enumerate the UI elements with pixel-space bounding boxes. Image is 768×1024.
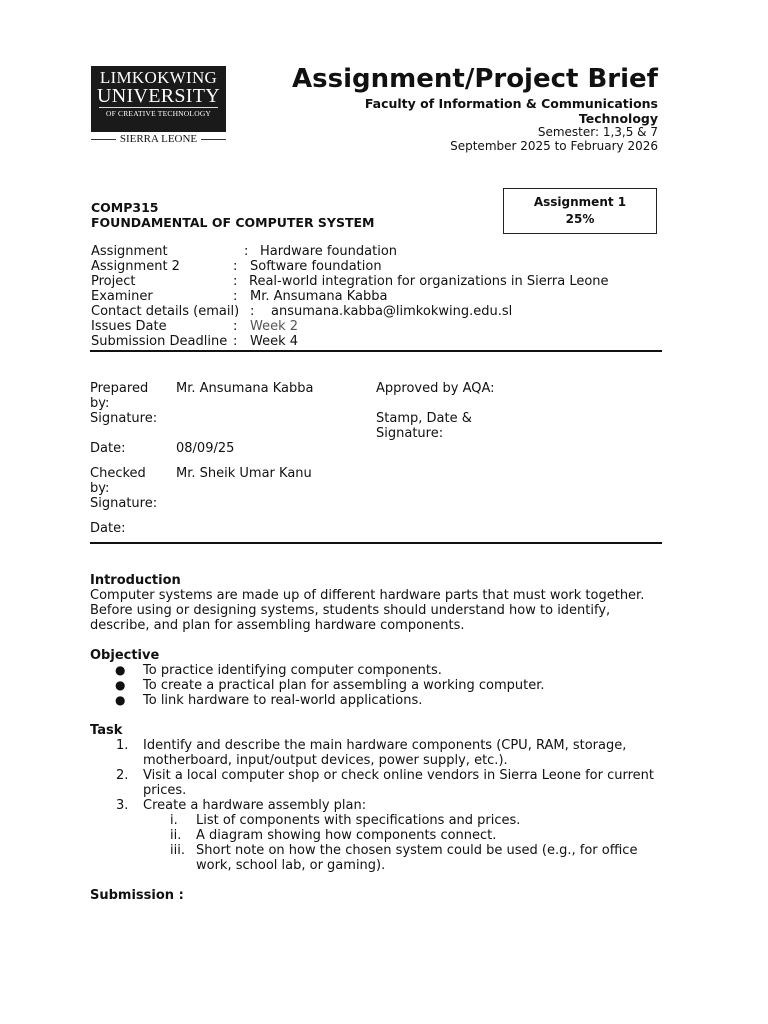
objective-text: To create a practical plan for assembling a working computer.: [143, 678, 545, 693]
task-number: 2.: [116, 768, 129, 783]
prepared-name: Mr. Ansumana Kabba: [176, 381, 314, 396]
list-item: [90, 693, 670, 708]
logo-subtitle: [91, 132, 226, 146]
date-value: 08/09/25: [176, 441, 235, 456]
bullet-icon: ●: [115, 678, 126, 692]
introduction-heading: Introduction: [90, 573, 181, 588]
detail-key: Assignment: [91, 244, 168, 259]
logo-sub-text: SIERRA LEONE: [119, 133, 198, 145]
logo-rule-right: [201, 139, 226, 140]
prepared-label: Prepared by:: [90, 381, 149, 411]
detail-key: Assignment 2: [91, 259, 180, 274]
detail-value: Software foundation: [250, 259, 382, 274]
divider: [90, 542, 662, 544]
logo-line-1: LIMKOKWING: [99, 68, 218, 87]
course-code: COMP315: [91, 200, 159, 215]
date-label-2: Date:: [90, 521, 126, 536]
signature-label-2: Signature:: [90, 496, 158, 511]
detail-colon: :: [233, 319, 238, 334]
detail-colon: :: [233, 289, 238, 304]
detail-colon: :: [233, 259, 238, 274]
subtask-text: List of components with specifications and prices.: [196, 813, 521, 828]
detail-value: Real-world integration for organizations in Sierra Leone: [249, 274, 609, 289]
signature-label: Signature:: [90, 411, 158, 426]
list-item: [90, 828, 670, 843]
detail-key: Issues Date: [91, 319, 167, 334]
objective-text: To practice identifying computer components.: [143, 663, 442, 678]
course-heading: [91, 200, 374, 230]
task-text: Identify and describe the main hardware components (CPU, RAM, storage, motherboard, input/output devices, power supply, etc.).: [143, 738, 627, 768]
assignment-weight-box: [503, 188, 657, 234]
semester-period: September 2025 to February 2026: [450, 139, 658, 153]
divider: [90, 350, 662, 352]
subtask-number: ii.: [170, 828, 182, 843]
subtask-text: Short note on how the chosen system could be used (e.g., for office work, school lab, or gaming).: [196, 843, 638, 873]
task-heading: Task: [90, 723, 123, 738]
brief-body: [90, 573, 670, 903]
university-logo: [91, 66, 226, 132]
subtask-text: A diagram showing how components connect.: [196, 828, 497, 843]
page-title: Assignment/Project Brief: [292, 64, 658, 94]
subtask-number: i.: [170, 813, 178, 828]
detail-key: Submission Deadline: [91, 334, 228, 349]
stamp-label: Stamp, Date & Signature:: [376, 411, 472, 441]
logo-line-3: OF CREATIVE TECHNOLOGY: [99, 107, 218, 120]
contact-email: ansumana.kabba@limkokwing.edu.sl: [271, 304, 513, 319]
list-item: [90, 798, 670, 813]
logo-rule-left: [91, 139, 116, 140]
list-item: [90, 678, 670, 693]
task-number: 3.: [116, 798, 129, 813]
detail-key: Examiner: [91, 289, 153, 304]
detail-value: Mr. Ansumana Kabba: [250, 289, 388, 304]
introduction-text: Computer systems are made up of different hardware parts that must work together. Before using or designing systems, students should understand how to identify, describe, and plan for assembling hardware components.: [90, 588, 645, 633]
detail-colon: :: [233, 274, 238, 289]
bullet-icon: ●: [115, 663, 126, 677]
checked-label: Checked by:: [90, 466, 146, 496]
detail-key: Project: [91, 274, 136, 289]
assignment-weight: 25%: [565, 212, 595, 226]
list-item: [90, 843, 670, 873]
bullet-icon: ●: [115, 693, 126, 707]
date-label: Date:: [90, 441, 126, 456]
objective-text: To link hardware to real-world applications.: [143, 693, 423, 708]
list-item: [90, 768, 670, 798]
approved-label: Approved by AQA:: [376, 381, 495, 396]
assignment-label: Assignment 1: [533, 195, 627, 209]
semester-label: Semester: 1,3,5 & 7: [537, 125, 658, 139]
semester-info: [450, 125, 658, 153]
detail-key: Contact details (email): [91, 304, 240, 319]
detail-colon: :: [250, 304, 255, 319]
task-text: Create a hardware assembly plan:: [143, 798, 367, 813]
detail-colon: :: [233, 334, 238, 349]
checked-name: Mr. Sheik Umar Kanu: [176, 466, 312, 481]
subtask-number: iii.: [170, 843, 185, 858]
objective-heading: Objective: [90, 648, 160, 663]
detail-value: Week 2: [250, 319, 299, 334]
detail-value: Week 4: [250, 334, 299, 349]
list-item: [90, 738, 670, 768]
detail-colon: :: [244, 244, 249, 259]
list-item: [90, 663, 670, 678]
task-text: Visit a local computer shop or check online vendors in Sierra Leone for current prices.: [143, 768, 654, 798]
list-item: [90, 813, 670, 828]
course-name: FOUNDAMENTAL OF COMPUTER SYSTEM: [91, 215, 375, 230]
task-number: 1.: [116, 738, 129, 753]
logo-line-2: UNIVERSITY: [97, 85, 220, 107]
detail-value: Hardware foundation: [260, 244, 398, 259]
faculty-name: Faculty of Information & Communications Technology: [364, 96, 658, 126]
submission-heading: Submission :: [90, 888, 184, 903]
